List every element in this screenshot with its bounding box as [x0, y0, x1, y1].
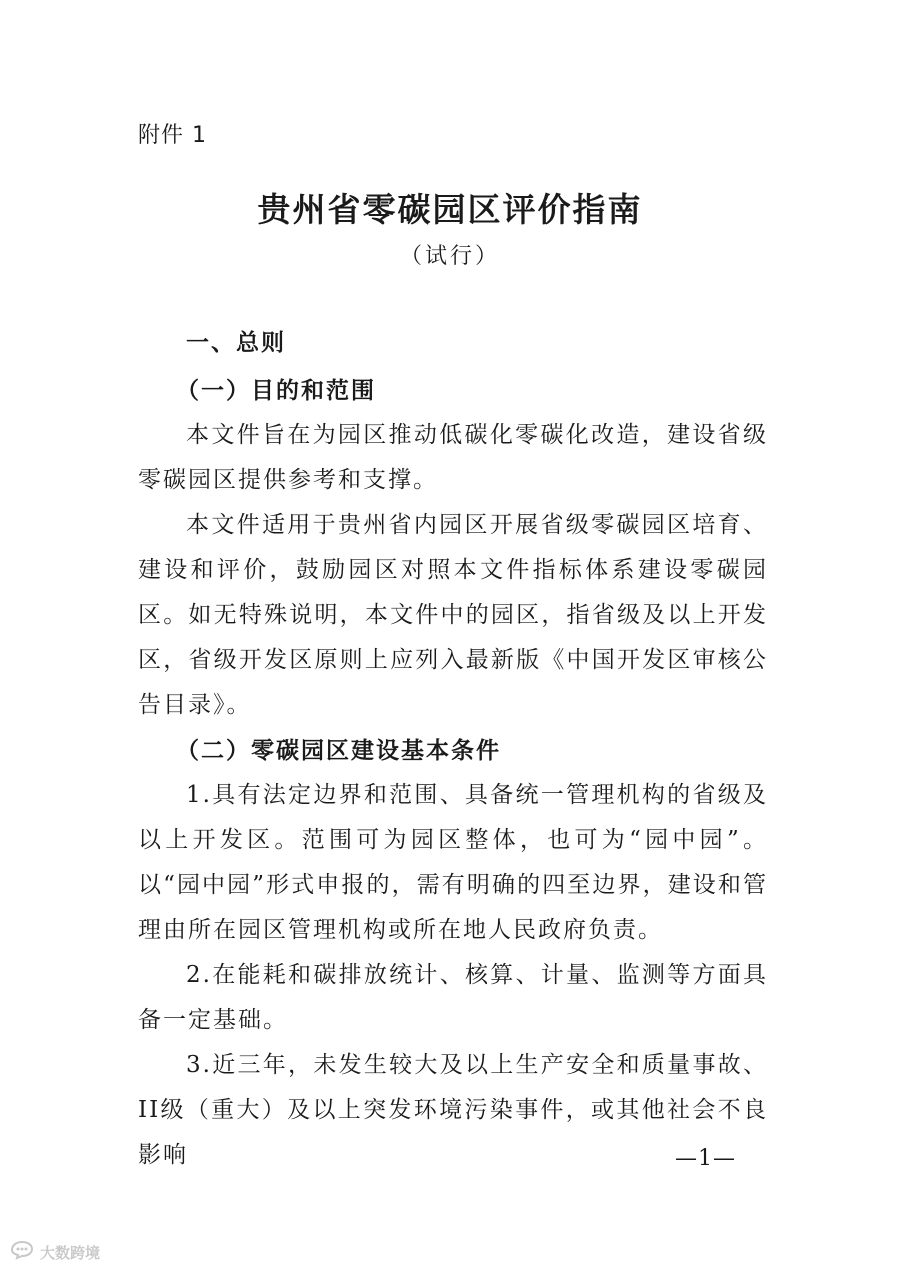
attachment-label: 附件 1 [138, 123, 207, 148]
section-heading-general: 一、总则 [186, 330, 286, 356]
page-number: —1— [675, 1146, 736, 1171]
subsection-heading-basic-conditions: （二）零碳园区建设基本条件 [176, 737, 501, 764]
document-body [138, 318, 768, 1178]
paragraph: 3.近三年，未发生较大及以上生产安全和质量事故、II级（重大）及以上突发环境污染事件，或其他社会不良影响 [138, 1052, 768, 1168]
paragraph: 本文件适用于贵州省内园区开展省级零碳园区培育、建设和评价，鼓励园区对照本文件指标体系建设零碳园区。如无特殊说明，本文件中的园区，指省级及以上开发区，省级开发区原则上应列入最新版《中国开发区审核公告目录》。 [138, 512, 768, 718]
paragraph: 1.具有法定边界和范围、具备统一管理机构的省级及以上开发区。范围可为园区整体，也可为“园中园”。以“园中园”形式申报的，需有明确的四至边界，建设和管理由所在园区管理机构或所在地人民政府负责。 [138, 782, 768, 943]
paragraph: 2.在能耗和碳排放统计、核算、计量、监测等方面具备一定基础。 [138, 962, 768, 1033]
subsection-heading-purpose-scope: （一）目的和范围 [176, 377, 376, 404]
chat-bubble-logo-icon [8, 1240, 34, 1264]
watermark-text: 大数跨境 [40, 1243, 101, 1262]
document-title: 贵州省零碳园区评价指南 [257, 190, 643, 229]
document-subtitle: （试行） [399, 244, 500, 269]
paragraph: 本文件旨在为园区推动低碳化零碳化改造，建设省级零碳园区提供参考和支撑。 [138, 422, 768, 493]
watermark [8, 1240, 100, 1264]
